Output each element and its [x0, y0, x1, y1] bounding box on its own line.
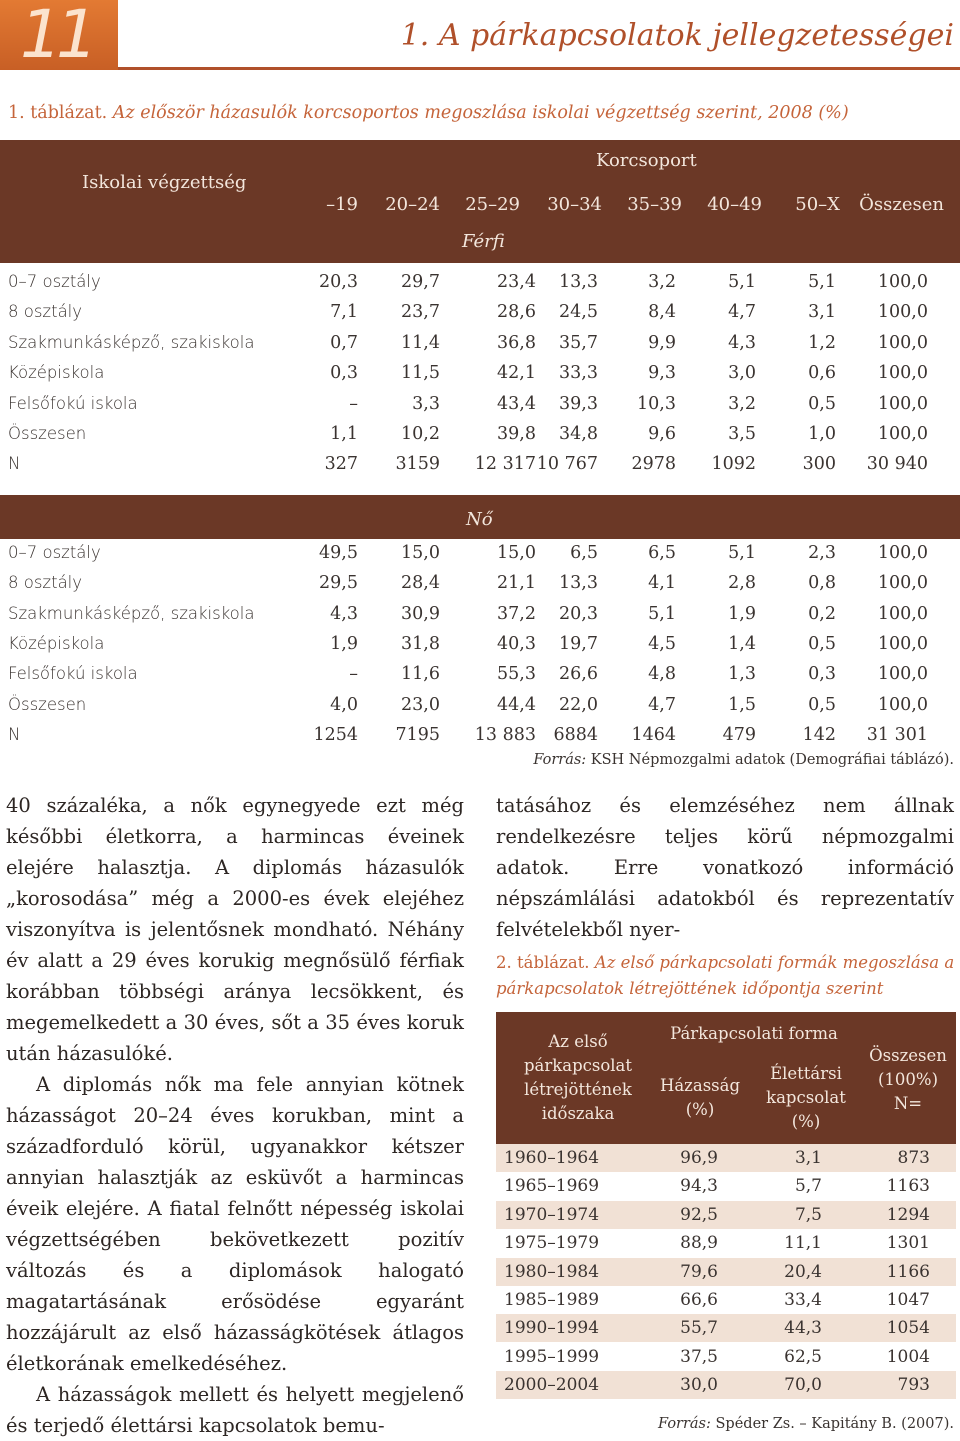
table1-cell: 1254	[313, 725, 358, 746]
header-rule	[118, 67, 960, 70]
table1-cell: 35,7	[559, 332, 598, 353]
table1-cell: 31 301	[866, 725, 928, 746]
table2-cell-period: 1985–1989	[504, 1290, 600, 1310]
table2-cell-n: 1301	[886, 1233, 930, 1254]
table2-cell-cohab: 20,4	[784, 1261, 822, 1282]
table2-source	[658, 1416, 954, 1432]
table1-cell: 0,5	[808, 393, 836, 414]
table2-row	[496, 1144, 956, 1172]
table2-caption-text: Az első párkapcsolati formák megoszlása a párkapcsolatok létrejöttének időpontja szerint	[496, 953, 955, 998]
table2-cell-n: 1163	[886, 1176, 930, 1197]
table1-cell: 15,0	[401, 542, 440, 563]
table1-section-label: Férfi	[462, 231, 505, 252]
table1-cell: 0,3	[808, 664, 836, 685]
table1-cell: 10 767	[536, 454, 598, 475]
table2-col-total-header: Összesen (100%) N=	[869, 1046, 947, 1113]
table1-row	[0, 268, 960, 298]
table1-cell: 1,9	[728, 603, 756, 624]
table1-cell: 0,8	[808, 573, 836, 594]
table1-cell: 1464	[631, 725, 676, 746]
table1-cell: 100,0	[877, 393, 928, 414]
table1-cell: 10,2	[401, 424, 440, 444]
table2-cell-marriage: 94,3	[680, 1176, 718, 1197]
table2-cell-n: 793	[897, 1375, 930, 1396]
table2-col-cohab-header: Élettársi kapcsolat (%)	[766, 1064, 846, 1131]
table1-cell: 23,0	[401, 694, 440, 715]
table1-cell: 40,3	[497, 634, 536, 654]
table1-cell: 6884	[553, 725, 598, 746]
table1-cell: 0,2	[808, 603, 836, 624]
table1-row	[0, 539, 960, 569]
left-text-column	[6, 790, 464, 1441]
table2-cell-n: 1047	[886, 1290, 930, 1310]
table1-cell: 1,0	[808, 424, 836, 444]
table1-caption-text: Az először házasulók korcsoportos megoszlása iskolai végzettség szerint, 2008 (%)	[112, 103, 849, 123]
table1-row-label: 0–7 osztály	[8, 272, 101, 291]
table2-row	[496, 1229, 956, 1257]
table1-cell: 3,1	[808, 302, 836, 323]
table2-cell-n: 1294	[886, 1204, 930, 1225]
table1-cell: 2,8	[728, 573, 756, 594]
table1-row-label: Szakmunkásképző, szakiskola	[8, 603, 255, 623]
table1-cell: 1,5	[728, 694, 756, 715]
table2-cell-cohab: 33,4	[784, 1290, 822, 1310]
chapter-title: 1. A párkapcsolatok jellegzetességei	[400, 18, 954, 53]
table1-cell: 26,6	[559, 664, 598, 685]
table1-row	[0, 329, 960, 359]
table2-row	[496, 1314, 956, 1342]
table2-cell-period: 1975–1979	[504, 1233, 600, 1254]
table1-cell: –	[349, 393, 358, 414]
table1-cell: 9,3	[648, 363, 676, 384]
table1-row-header: Iskolai végzettség	[82, 172, 247, 193]
table1-cell: 4,1	[648, 573, 676, 594]
table2-cell-marriage: 30,0	[680, 1375, 718, 1396]
table2-cell-period: 1990–1994	[504, 1318, 600, 1339]
table1-cell: 100,0	[877, 302, 928, 323]
table1-cell: 4,5	[648, 634, 676, 654]
table2-cell-marriage: 37,5	[680, 1346, 718, 1367]
table1-col-header: 40–49	[707, 194, 762, 215]
table2-row	[496, 1172, 956, 1200]
table1-cell: 11,5	[401, 363, 440, 384]
table1-cell: 49,5	[319, 542, 358, 563]
table1-section-label: Nő	[466, 508, 493, 530]
table1-row-label: Felsőfokú iskola	[8, 664, 138, 684]
table1-cell: 55,3	[497, 664, 536, 685]
table2-source-text: Spéder Zs. – Kapitány B. (2007).	[715, 1416, 954, 1432]
table1-cell: –	[349, 664, 358, 685]
table1-cell: 39,3	[559, 393, 598, 414]
table1-cell: 11,4	[401, 332, 440, 353]
table1-cell: 23,7	[401, 302, 440, 323]
table1-row	[0, 390, 960, 420]
table2-col-period-header: Az első párkapcsolat létrejöttének időszaka	[523, 1032, 633, 1123]
table1-cell: 9,6	[648, 424, 676, 444]
right-text-column	[496, 790, 954, 945]
table2-group-header: Párkapcsolati forma	[670, 1024, 838, 1043]
table2-cell-marriage: 92,5	[680, 1204, 718, 1225]
table1-row	[0, 298, 960, 328]
table1-row-label: Szakmunkásképző, szakiskola	[8, 332, 255, 352]
table1-section-band	[0, 495, 960, 539]
table1-row	[0, 450, 960, 480]
table1-cell: 30,9	[401, 603, 440, 624]
table1-cell: 44,4	[497, 694, 536, 715]
table1-row-label: Összesen	[8, 424, 87, 443]
table1-row	[0, 660, 960, 690]
table1-cell: 3,0	[728, 363, 756, 384]
table2-source-label: Forrás:	[658, 1416, 711, 1432]
table1-cell: 2,3	[808, 542, 836, 563]
table1-cell: 5,1	[728, 272, 756, 292]
table1-row	[0, 600, 960, 630]
table1-cell: 0,5	[808, 694, 836, 715]
table2-cell-n: 1004	[886, 1346, 930, 1367]
table1-cell: 4,3	[728, 332, 756, 353]
table1-row	[0, 721, 960, 751]
table1-cell: 20,3	[559, 603, 598, 624]
table1-cell: 3,5	[728, 424, 756, 444]
table2-cell-marriage: 79,6	[680, 1261, 718, 1282]
table1-row-label: 8 osztály	[8, 302, 83, 322]
table1-cell: 29,7	[401, 272, 440, 292]
table1-col-header: –19	[326, 194, 358, 215]
left-paragraph-3: A házasságok mellett és helyett megjelenő és terjedő élettársi kapcsolatok bemu-	[6, 1383, 464, 1437]
table2-cell-period: 1995–1999	[504, 1346, 600, 1367]
table1-row-label: 0–7 osztály	[8, 542, 101, 562]
table2-header	[496, 1012, 956, 1144]
table1-cell: 100,0	[877, 363, 928, 384]
table2-caption	[496, 950, 956, 1002]
table1-cell: 4,7	[648, 694, 676, 715]
table1-cell: 11,6	[401, 664, 440, 685]
table1-cell: 7,1	[330, 302, 358, 323]
table1-cell: 4,7	[728, 302, 756, 323]
table1-cell: 3,2	[728, 393, 756, 414]
table2-cell-marriage: 66,6	[680, 1290, 718, 1310]
table1-cell: 0,7	[330, 332, 358, 353]
table2-cell-period: 1960–1964	[504, 1148, 600, 1168]
table2-cell-marriage: 55,7	[680, 1318, 718, 1339]
table2-row	[496, 1343, 956, 1371]
table1-cell: 15,0	[497, 542, 536, 563]
table2-cell-cohab: 62,5	[784, 1346, 822, 1367]
table1-cell: 7195	[395, 725, 440, 746]
table1-col-header: 50–X	[795, 194, 840, 215]
table1-cell: 6,5	[570, 542, 598, 563]
table1-row	[0, 359, 960, 389]
table1-cell: 31,8	[401, 634, 440, 654]
table1-row	[0, 569, 960, 599]
table2-row	[496, 1258, 956, 1286]
table1-cell: 1092	[711, 454, 756, 475]
table1-cell: 0,5	[808, 634, 836, 654]
table2-cell-marriage: 96,9	[680, 1148, 718, 1168]
table1-cell: 20,3	[319, 272, 358, 292]
table1-cell: 5,1	[648, 603, 676, 624]
table2-row	[496, 1286, 956, 1314]
table2-row	[496, 1201, 956, 1229]
table2-cell-period: 1980–1984	[504, 1261, 600, 1282]
table2-cell-n: 1054	[886, 1318, 930, 1339]
table1-cell: 100,0	[877, 272, 928, 292]
table1-cell: 22,0	[559, 694, 598, 715]
table1-cell: 100,0	[877, 332, 928, 353]
chapter-number: 11	[20, 0, 92, 73]
table1-source-label: Forrás:	[533, 752, 587, 768]
table1-cell: 19,7	[559, 634, 598, 654]
table1-cell: 0,6	[808, 363, 836, 384]
table1-cell: 142	[802, 725, 836, 746]
table1-row	[0, 691, 960, 721]
table1-row-label: N	[8, 454, 21, 474]
table1-cell: 21,1	[497, 573, 536, 594]
table1-cell: 42,1	[497, 363, 536, 384]
table1-cell: 100,0	[877, 634, 928, 654]
table1-cell: 1,4	[728, 634, 756, 654]
table1-cell: 29,5	[319, 573, 358, 594]
table1-cell: 24,5	[559, 302, 598, 323]
table1-cell: 28,6	[497, 302, 536, 323]
table2-col-marriage-header: Házasság (%)	[659, 1076, 741, 1119]
table1-cell: 28,4	[401, 573, 440, 594]
table1-cell: 3,2	[648, 272, 676, 292]
table1-cell: 34,8	[559, 424, 598, 444]
table1-cell: 327	[324, 454, 358, 475]
table1-cell: 4,8	[648, 664, 676, 685]
table2-cell-cohab: 70,0	[784, 1375, 822, 1396]
table2-cell-period: 1970–1974	[504, 1204, 600, 1225]
table2-cell-cohab: 3,1	[794, 1148, 822, 1168]
table1-cell: 1,3	[728, 664, 756, 685]
table1-cell: 5,1	[728, 542, 756, 563]
left-paragraph-1: 40 százaléka, a nők egynegyede ezt még későbbi életkorra, a harmincas éveinek elejére halasztja. A diplomás házasulók „korosodása” még a 2000-es évek elejéhez viszonyítva is jelentősnek mondható. Néhány év alatt a 29 éves korukig megnősülő férfiak korábban többségi aránya lecsökkent, és megemelkedett a 30 éves, sőt a 35 éves koruk után házasulóké.	[6, 794, 464, 1065]
table1-col-header: 20–24	[385, 194, 440, 215]
table1-cell: 6,5	[648, 542, 676, 563]
table1-cell: 12 317	[474, 454, 536, 475]
table1-cell: 5,1	[808, 272, 836, 292]
table2-cell-cohab: 44,3	[784, 1318, 822, 1339]
table2-cell-marriage: 88,9	[680, 1233, 718, 1254]
table1-cell: 100,0	[877, 603, 928, 624]
table1-cell: 3,3	[412, 393, 440, 414]
table1-row-label: N	[8, 725, 21, 745]
table1-col-header: 35–39	[627, 194, 682, 215]
table1-cell: 100,0	[877, 542, 928, 563]
table1-cell: 100,0	[877, 694, 928, 715]
table2-cell-cohab: 5,7	[794, 1176, 822, 1197]
table1-cell: 13,3	[559, 272, 598, 292]
table2-cell-n: 1166	[886, 1261, 930, 1282]
table1-row-label: Középiskola	[8, 363, 105, 383]
table1-cell: 2978	[631, 454, 676, 475]
table1-col-header: 25–29	[465, 194, 520, 215]
table1-cell: 10,3	[637, 393, 676, 414]
table1-row-label: Középiskola	[8, 634, 105, 653]
table1-cell: 4,3	[330, 603, 358, 624]
table1-row	[0, 420, 960, 450]
table2-cell-period: 2000–2004	[504, 1375, 600, 1396]
table1-cell: 4,0	[330, 694, 358, 715]
table2-cell-n: 873	[897, 1148, 930, 1168]
table1-cell: 13 883	[474, 725, 536, 746]
table1-row-label: 8 osztály	[8, 573, 83, 593]
table1-caption	[8, 103, 849, 123]
table1-cell: 1,2	[808, 332, 836, 353]
table1-cell: 100,0	[877, 664, 928, 685]
table1-cell: 39,8	[497, 424, 536, 444]
table1-col-header: 30–34	[547, 194, 602, 215]
table1-cell: 9,9	[648, 332, 676, 353]
table2-caption-label: 2. táblázat.	[496, 953, 590, 972]
table2-cell-period: 1965–1969	[504, 1176, 600, 1197]
table1-cell: 100,0	[877, 424, 928, 444]
table1-cell: 3159	[395, 454, 440, 475]
table2-cell-cohab: 7,5	[794, 1204, 822, 1225]
table1-cell: 33,3	[559, 363, 598, 384]
table1-cell: 100,0	[877, 573, 928, 594]
table1-row-label: Felsőfokú iskola	[8, 393, 138, 413]
table1-caption-label: 1. táblázat.	[8, 103, 108, 123]
table1-cell: 0,3	[330, 363, 358, 384]
table1-row-label: Összesen	[8, 694, 87, 714]
table1-cell: 37,2	[497, 603, 536, 624]
left-paragraph-2: A diplomás nők ma fele annyian kötnek házasságot 20–24 éves korukban, mint a századforduló körül, ugyanakkor kétszer annyian halasztják az esküvőt a harmincas éveik elejére. A fiatal felnőtt népesség iskolai végzettségében bekövetkezett pozitív változás és a diplomások halogató magatartásának erősödése egyaránt hozzájárult az első házasságkötések átlagos életkorának emelkedéséhez.	[6, 1073, 464, 1375]
table1-cell: 13,3	[559, 573, 598, 594]
table2-row	[496, 1371, 956, 1399]
table1-cell: 30 940	[866, 454, 928, 475]
table1-cell: 300	[802, 454, 836, 475]
table1-cell: 43,4	[497, 393, 536, 414]
table1-source-text: KSH Népmozgalmi adatok (Demográfiai táblázó).	[590, 752, 954, 768]
table1-cell: 1,9	[330, 634, 358, 654]
right-paragraph-1: tatásához és elemzéséhez nem állnak rendelkezésre teljes körű népmozgalmi adatok. Erre vonatkozó információ népszámlálási adatokból és reprezentatív felvételekből nyer-	[496, 794, 954, 941]
table1-group-header: Korcsoport	[596, 150, 697, 171]
table1-source	[533, 752, 954, 768]
table1-cell: 8,4	[648, 302, 676, 323]
table1-cell: 1,1	[330, 424, 358, 444]
table2-cell-cohab: 11,1	[784, 1233, 822, 1254]
table1-cell: 36,8	[497, 332, 536, 353]
table1-col-header: Összesen	[859, 194, 944, 215]
table1-row	[0, 630, 960, 660]
table1-cell: 23,4	[497, 272, 536, 292]
table1-cell: 479	[722, 725, 756, 746]
